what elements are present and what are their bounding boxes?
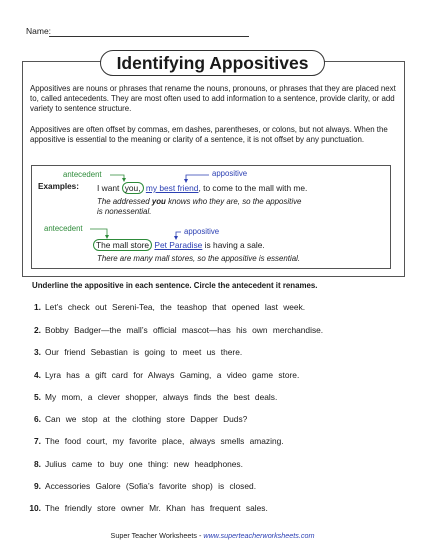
intro-paragraph-2: Appositives are often offset by commas, em dashes, parentheses, or colons, but not always. When the appositive is essential to the meaning or clarity of a sentence, it is not offset by any punctuation. — [30, 125, 388, 145]
ex1-pre: I want — [97, 183, 120, 193]
question-2[interactable]: 2. Bobby Badger—the mall’s official mascot—has his own merchandise. — [34, 325, 324, 335]
antecedent-label-2: antecedent — [44, 224, 83, 233]
ex1-post: , to come to the mall with me. — [198, 183, 308, 193]
question-8[interactable]: 8. Julius came to buy one thing: new headphones. — [34, 459, 243, 469]
appositive-arrow-2 — [176, 232, 181, 238]
footer-link[interactable]: www.superteacherworksheets.com — [203, 531, 315, 540]
question-3[interactable]: 3. Our friend Sebastian is going to meet us there. — [34, 347, 243, 357]
question-5[interactable]: 5. My mom, a clever shopper, always finds the best deals. — [34, 392, 278, 402]
name-label: Name: — [26, 26, 52, 36]
ex2-appositive: Pet Paradise — [154, 240, 203, 250]
question-10[interactable]: 10. The friendly store owner Mr. Khan has frequent sales. — [29, 503, 268, 513]
example-note-2: There are many mall stores, so the appositive is essential. — [97, 254, 301, 263]
footer-brand: Super Teacher Worksheets - — [110, 531, 204, 540]
instructions: Underline the appositive in each sentence. Circle the antecedent it renames. — [32, 281, 318, 290]
appositive-arrow-1 — [186, 175, 209, 181]
question-7[interactable]: 7. The food court, my favorite place, always smells amazing. — [34, 436, 284, 446]
ex2-post: is having a sale. — [202, 240, 265, 250]
question-6[interactable]: 6. Can we stop at the clothing store Dapper Duds? — [34, 414, 248, 424]
appositive-label-2: appositive — [184, 227, 220, 236]
question-9[interactable]: 9. Accessories Galore (Sofia’s favorite shop) is closed. — [34, 481, 257, 491]
antecedent-arrow-2 — [90, 229, 107, 237]
question-1[interactable]: 1. Let’s check out Sereni-Tea, the teashop that opened last week. — [34, 302, 306, 312]
intro-paragraph-1: Appositives are nouns or phrases that rename the nouns, pronouns, or phrases that they are placed next to, called antecedents. They are most often used to add information to a sentence, provide clarity, or add variety to sentence structure. — [30, 84, 396, 114]
page-title: Identifying Appositives — [100, 50, 325, 76]
appositive-label-1: appositive — [212, 169, 248, 178]
footer — [0, 531, 425, 540]
ex2-antecedent: The mall store — [93, 239, 152, 251]
antecedent-arrow-1 — [110, 175, 124, 180]
example-note-1: The addressed you knows who they are, so the appositive is nonessential. — [97, 197, 302, 216]
ex1-antecedent: you, — [122, 182, 144, 194]
examples-label: Examples: — [38, 182, 79, 191]
antecedent-label-1: antecedent — [63, 170, 102, 179]
question-4[interactable]: 4. Lyra has a gift card for Always Gaming, a video game store. — [34, 370, 300, 380]
ex1-appositive: my best friend — [145, 183, 199, 193]
